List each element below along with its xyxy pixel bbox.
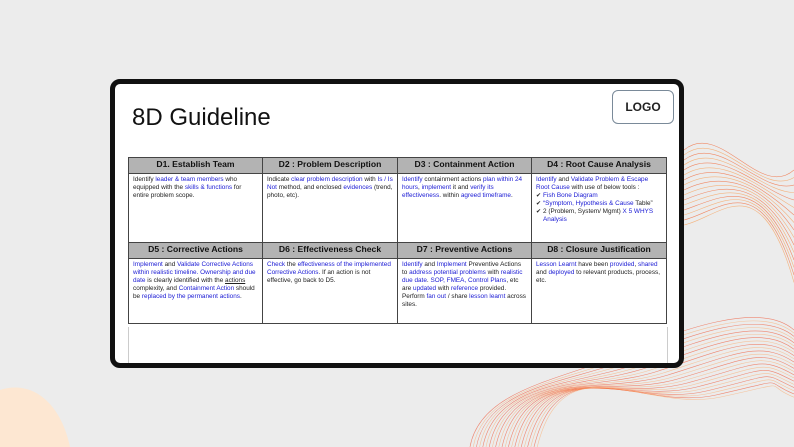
logo-placeholder: LOGO [612,90,674,124]
d1-body: Identify leader & team members who equipped with the skills & functions for entire problem scope. [129,174,263,243]
d3-header: D3 : Containment Action [398,158,532,174]
list-item: ✔ 2 (Problem, System/ Mgmt) X 5 WHYS Analysis [536,208,662,224]
d2-header: D2 : Problem Description [263,158,398,174]
d7-header: D7 : Preventive Actions [398,243,532,259]
d7-body: Identify and Implement Preventive Actions to address potential problems with realistic due date. SOP, FMEA, Control Plans, etc are updated with reference provided. Perform fan out / share lesson learnt across sites. [398,259,532,324]
d8-body: Lesson Learnt have been provided, shared and deployed to relevant products, process, etc. [532,259,667,324]
d5-header: D5 : Corrective Actions [129,243,263,259]
list-item: ✔ “Symptom, Hypothesis & Cause Table” [536,200,662,208]
list-item: ✔ Fish Bone Diagram [536,192,662,200]
d6-header: D6 : Effectiveness Check [263,243,398,259]
d8-header: D8 : Closure Justification [532,243,667,259]
8d-table [128,157,667,324]
document-continuation [128,327,668,368]
d3-body: Identify containment actions plan within 24 hours, implement it and verify its effectiveness. within agreed timeframe. [398,174,532,243]
d6-body: Check the effectiveness of the implemented Corrective Actions. If an action is not effective, go back to D5. [263,259,398,324]
d5-body: Implement and Validate Corrective Actions within realistic timeline. Ownership and due date is clearly identified with the actions complexity, and Containment Action should be replaced by the permanent actions. [129,259,263,324]
d1-header: D1. Establish Team [129,158,263,174]
slide-frame [110,79,684,368]
d4-body: Identify and Validate Problem & Escape Root Cause with use of below tools : ✔ Fish Bone Diagram ✔ “Symptom, Hypothesis & Cause Table” ✔ 2 (Problem, System/ Mgmt) X 5 WHYS Analysis [532,174,667,243]
d2-body: Indicate clear problem description with Is / Is Not method, and enclosed evidences (trend, photo, etc). [263,174,398,243]
slide-title: 8D Guideline [132,104,271,131]
d4-tools-list [536,192,662,224]
d4-header: D4 : Root Cause Analysis [532,158,667,174]
